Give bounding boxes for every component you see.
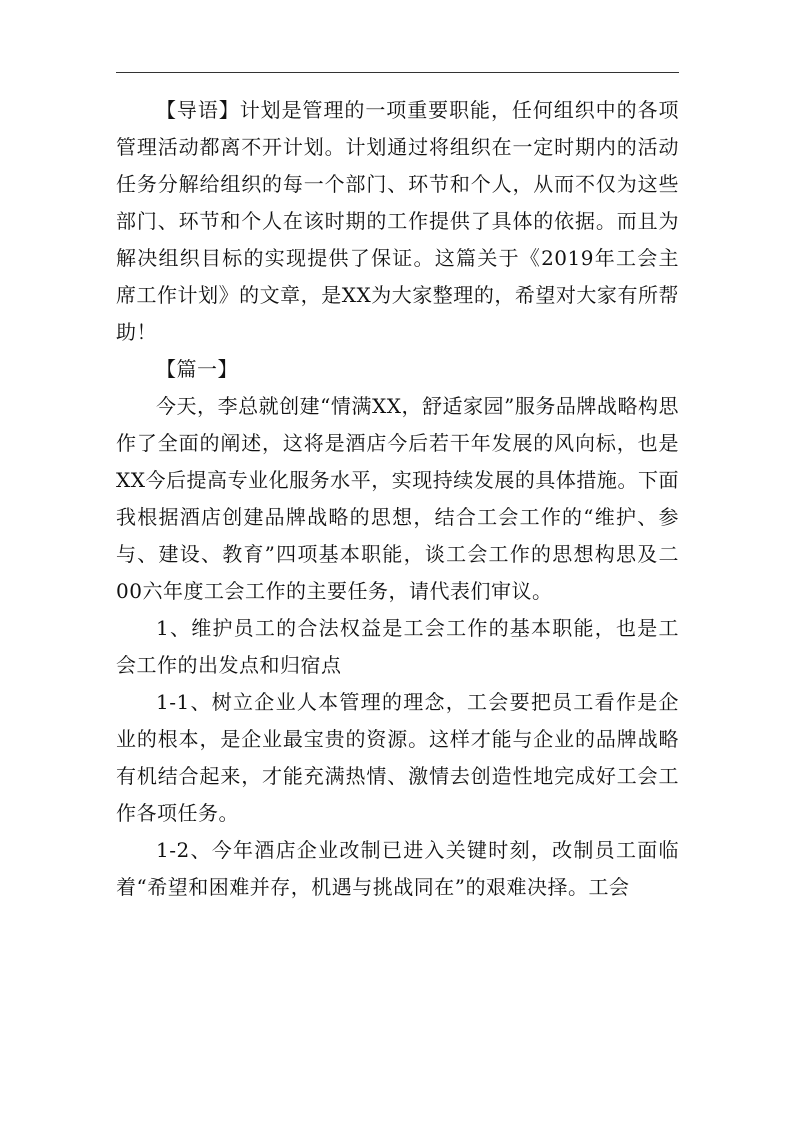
document-body [116, 92, 679, 906]
body-paragraph: 1-1、树立企业人本管理的理念，工会要把员工看作是企业的根本，是企业最宝贵的资源。这样才能与企业的品牌战略有机结合起来，才能充满热情、激情去创造性地完成好工会工作各项任务。 [116, 690, 679, 825]
body-paragraph: 今天，李总就创建“情满XX，舒适家园”服务品牌战略构思作了全面的阐述，这将是酒店今后若干年发展的风向标，也是XX今后提高专业化服务水平，实现持续发展的具体措施。下面我根据酒店创建品牌战略的思想，结合工会工作的“维护、参与、建设、教育”四项基本职能，谈工会工作的思想构思及二00六年度工会工作的主要任务，请代表们审议。 [116, 394, 679, 603]
header-rule [116, 72, 679, 73]
body-paragraph: 1-2、今年酒店企业改制已进入关键时刻，改制员工面临着“希望和困难并存，机遇与挑战同在”的艰难决择。工会 [116, 838, 679, 899]
section-heading: 【篇一】 [156, 357, 238, 381]
numbered-heading: 1、维护员工的合法权益是工会工作的基本职能，也是工会工作的出发点和归宿点 [116, 616, 679, 677]
intro-paragraph: 【导语】计划是管理的一项重要职能，任何组织中的各项管理活动都离不开计划。计划通过将组织在一定时期内的活动任务分解给组织的每一个部门、环节和个人，从而不仅为这些部门、环节和个人在该时期的工作提供了具体的依据。而且为解决组织目标的实现提供了保证。这篇关于《2019年工会主席工作计划》的文章，是XX为大家整理的，希望对大家有所帮助！ [116, 98, 679, 344]
